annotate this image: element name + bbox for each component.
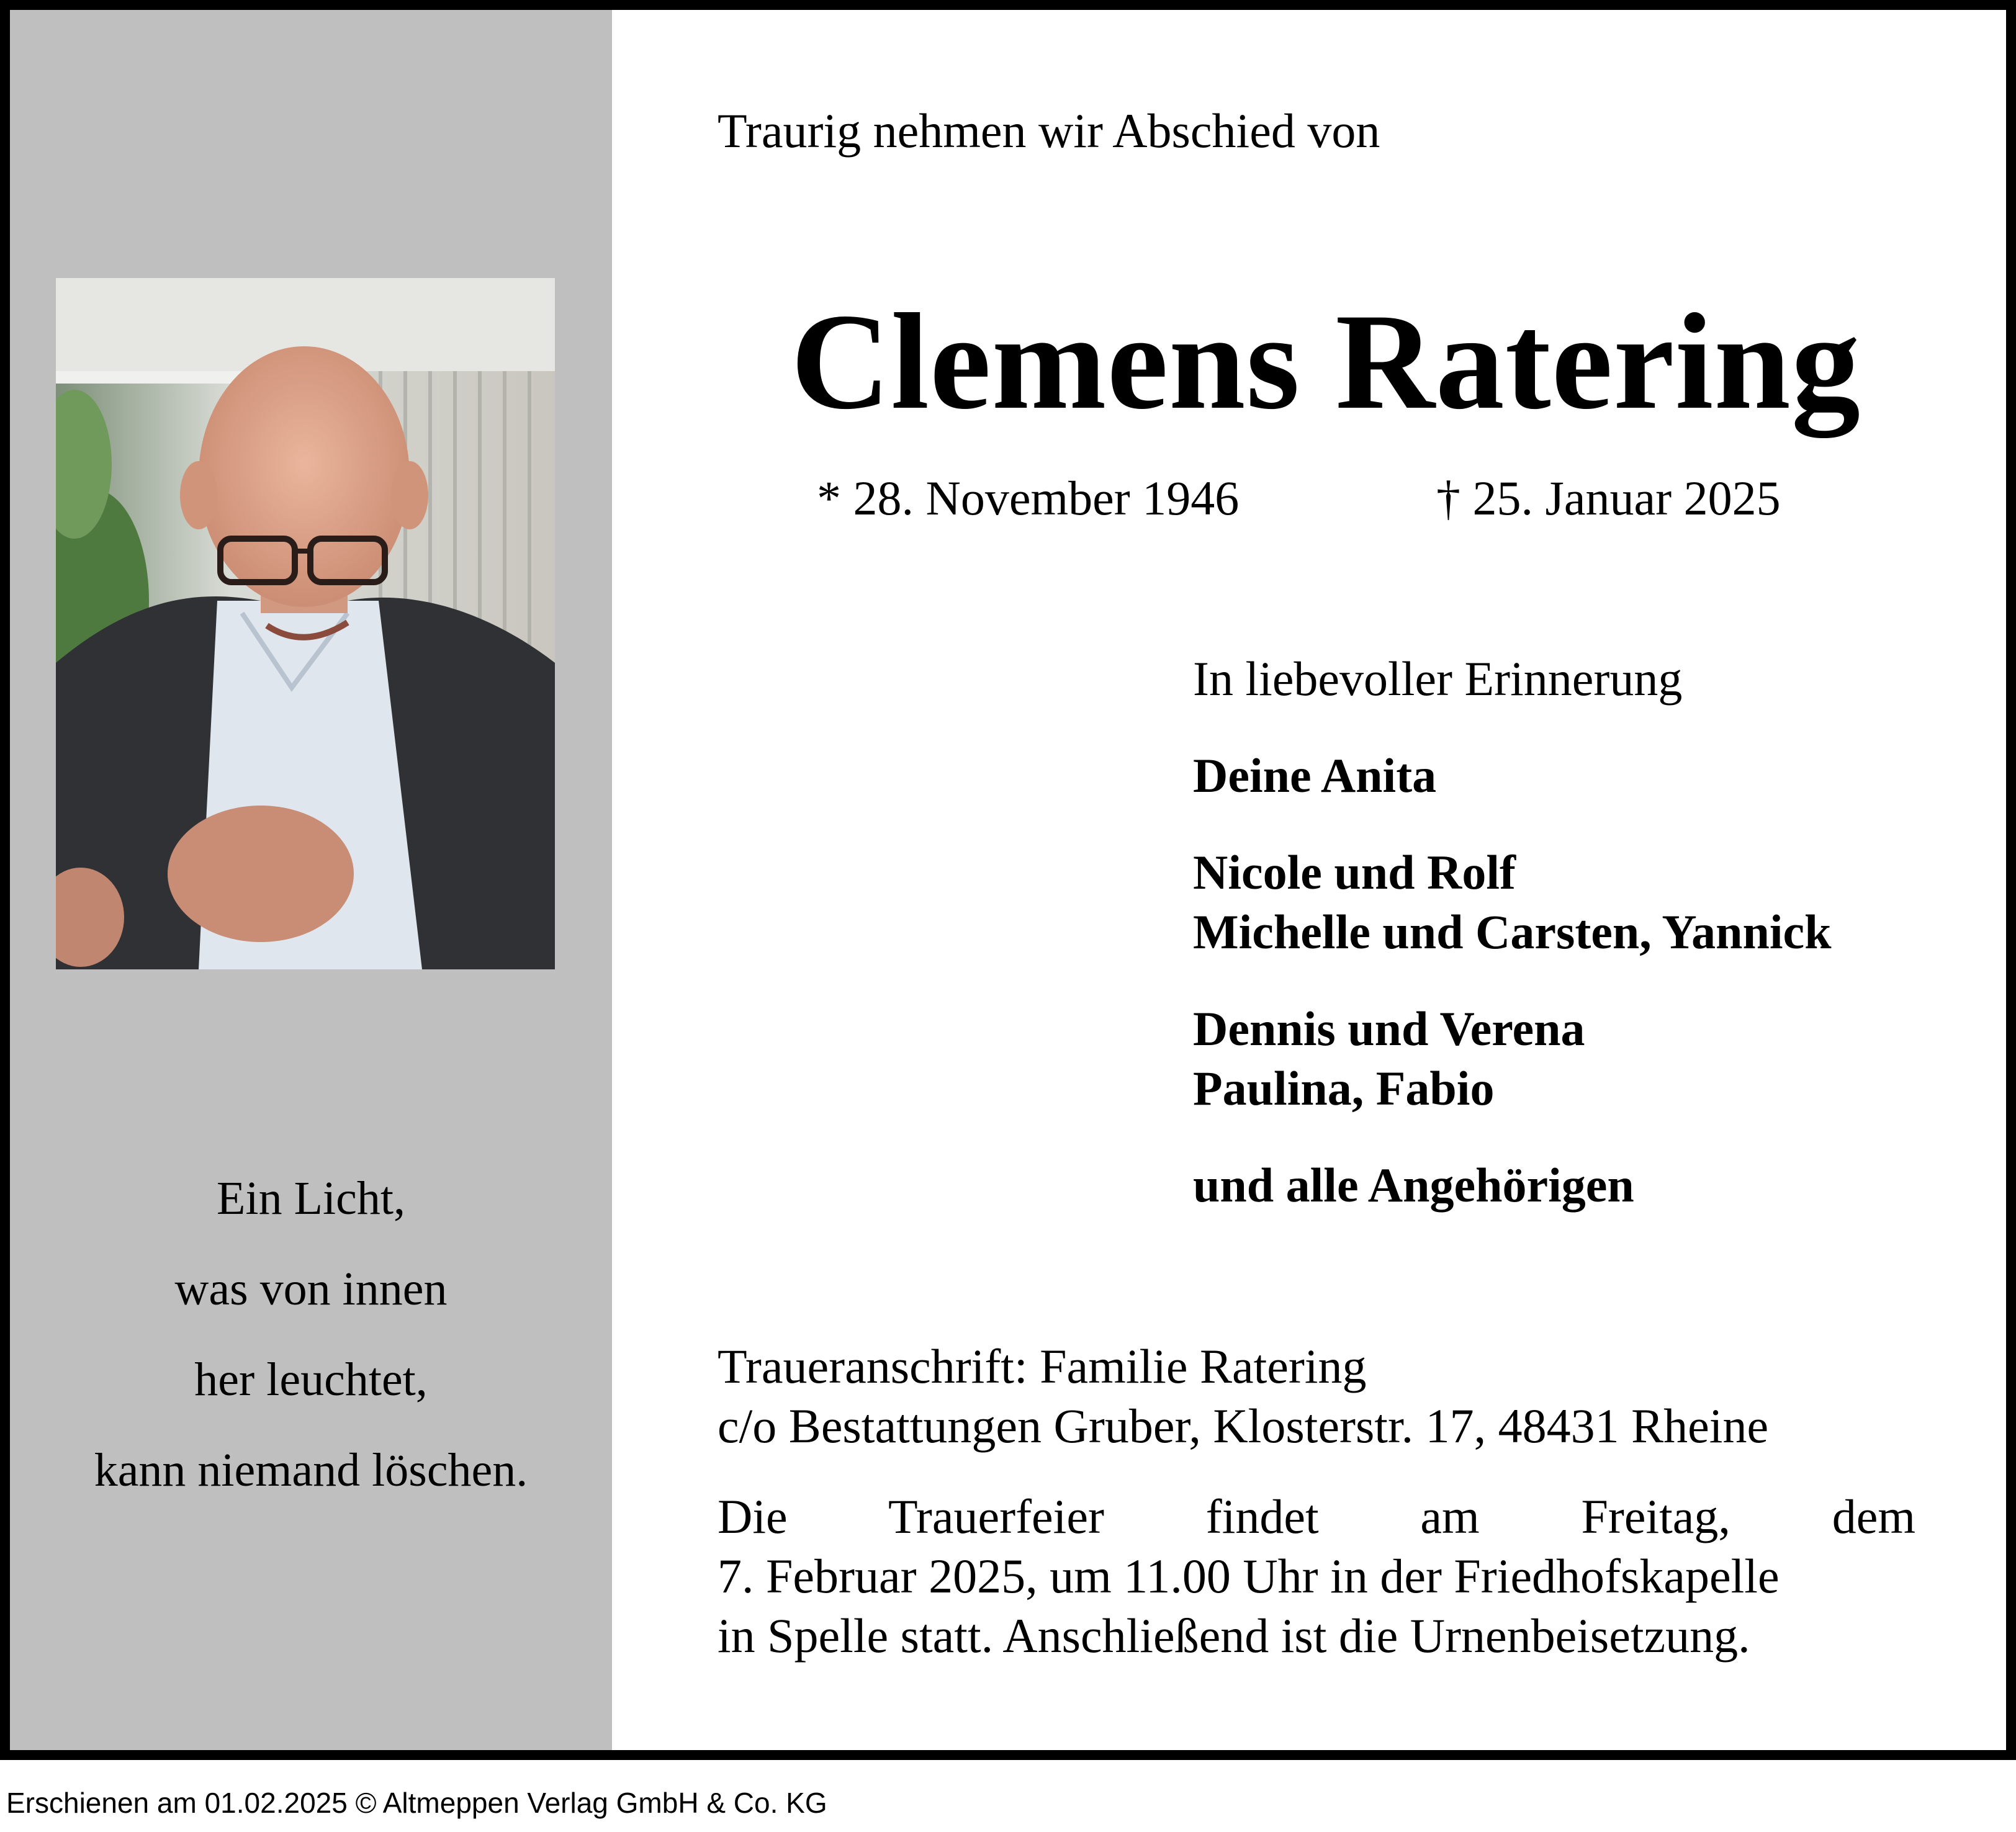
remembrance-line: In liebevoller Erinnerung (1193, 652, 1683, 706)
mourner-name: Deine Anita (1193, 748, 1437, 802)
mourner-name: Michelle und Carsten, Yannick (1193, 905, 1832, 959)
ceremony-line: in Spelle statt. Anschließend ist die Urnenbeisetzung. (718, 1609, 1750, 1663)
birth-date: * 28. November 1946 (817, 471, 1240, 525)
mourner-group (1193, 843, 1832, 962)
mourner-name: Dennis und Verena (1193, 1002, 1585, 1056)
mourner-group (1193, 746, 1832, 806)
poem-line: her leuchtet, (194, 1354, 428, 1406)
portrait-image (56, 278, 555, 969)
mourner-group (1193, 999, 1832, 1118)
poem-line: Ein Licht, (217, 1172, 405, 1224)
mourner-name: und alle Angehörigen (1193, 1158, 1634, 1212)
mourner-name: Nicole und Rolf (1193, 845, 1516, 899)
publication-footer: Erschienen am 01.02.2025 © Altmeppen Verlag GmbH & Co. KG (6, 1787, 827, 1819)
address-line: c/o Bestattungen Gruber, Klosterstr. 17, 48431 Rheine (718, 1399, 1769, 1453)
mourning-address (718, 1337, 1768, 1456)
poem-line: was von innen (174, 1263, 448, 1315)
poem (10, 1153, 612, 1515)
ceremony-line: Die Trauerfeier findet am Freitag, dem (718, 1489, 1915, 1543)
portrait-photo (56, 278, 555, 969)
intro-text: Traurig nehmen wir Abschied von (718, 104, 1380, 158)
ceremony-info (718, 1487, 1915, 1666)
death-date: † 25. Januar 2025 (1436, 471, 1781, 525)
mourner-name: Paulina, Fabio (1193, 1061, 1495, 1115)
side-panel (10, 10, 612, 1750)
address-line: Traueranschrift: Familie Ratering (718, 1339, 1367, 1393)
mourners-list (1193, 649, 1832, 1252)
poem-line: kann niemand löschen. (94, 1444, 528, 1496)
deceased-name: Clemens Ratering (791, 285, 1861, 438)
mourner-group (1193, 1156, 1832, 1215)
ceremony-line: 7. Februar 2025, um 11.00 Uhr in der Friedhofskapelle (718, 1549, 1780, 1603)
